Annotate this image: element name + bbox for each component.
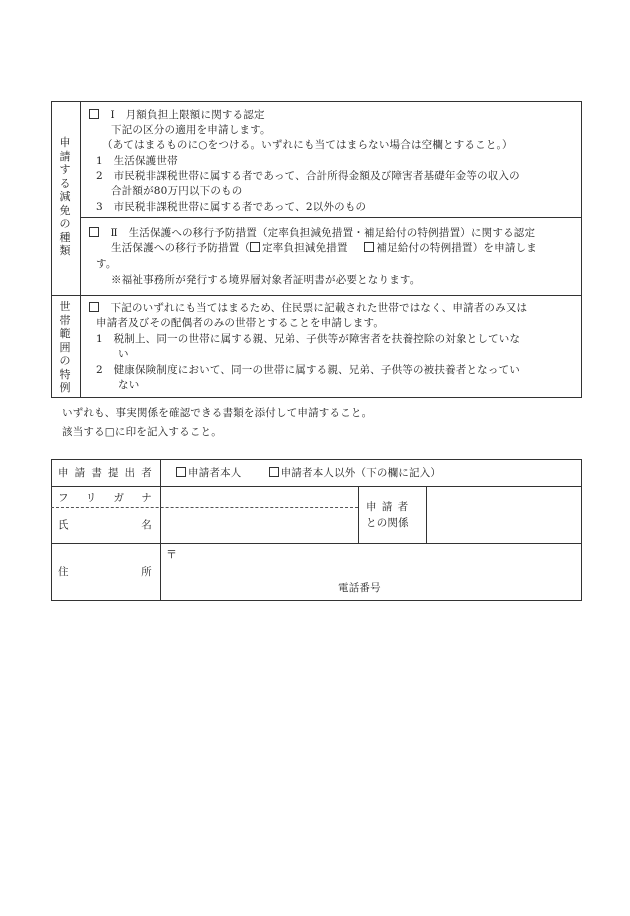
- part1-item2a: 2 市民税非課税世帯に属する者であって、合計所得金額及び障害者基礎年金等の収入の: [96, 170, 520, 182]
- section2-item2b: ない: [118, 379, 140, 391]
- table2-left-border: [51, 459, 52, 601]
- section2-item2a: 2 健康保険制度において、同一の世帯に属する親、兄弟、子供等の被扶養者となってい: [96, 364, 520, 376]
- supplementary-benefit-checkbox[interactable]: [364, 242, 374, 252]
- reduction-type-label: 申 請 す る 減 免 の 種 類: [59, 136, 71, 257]
- submitter-label: 申 請 書 提 出 者: [58, 467, 152, 479]
- part2-line1d: す。: [96, 258, 117, 270]
- part1-item3: 3 市民税非課税世帯に属する者であって、2以外のもの: [96, 201, 367, 213]
- applicant-other-checkbox[interactable]: [269, 467, 279, 477]
- table2-row2-divider: [51, 543, 582, 544]
- section2-line1-row: [89, 301, 527, 315]
- relation-input[interactable]: [428, 488, 579, 541]
- note-mark-checkbox: 該当する□に印を記入すること。: [62, 426, 222, 438]
- part2-note: ※福祉事務所が発行する境界層対象者証明書が必要となります。: [111, 274, 421, 286]
- part1-checkbox[interactable]: [89, 109, 99, 119]
- table2-furigana-divider: [51, 507, 358, 508]
- table1-left-border: [51, 101, 52, 398]
- table1-top-border: [51, 101, 582, 102]
- table2-relation-left: [358, 486, 359, 543]
- table2-label-divider: [160, 459, 161, 601]
- section2-item1b: い: [118, 348, 129, 360]
- part2-heading-row: [89, 226, 535, 240]
- table2-row1-divider: [51, 486, 582, 487]
- address-input[interactable]: [180, 546, 578, 576]
- table1-part-divider: [80, 217, 582, 218]
- table1-label-divider: [80, 101, 81, 398]
- phone-label: 電話番号: [338, 582, 381, 594]
- fixed-rate-reduction-checkbox[interactable]: [250, 242, 260, 252]
- table2-right-border: [581, 459, 582, 601]
- part1-line2: （あてはまるものに○をつける。いずれにも当てはまらない場合は空欄とすること。）: [102, 139, 513, 151]
- table2-top-border: [51, 459, 582, 460]
- section2-item1a: 1 税制上、同一の世帯に属する親、兄弟、子供等が障害者を扶養控除の対象としていな: [96, 333, 521, 345]
- submitter-options: 申請者本人 申請者本人以外（下の欄に記入）: [176, 466, 441, 480]
- table2-relation-right: [426, 486, 427, 543]
- name-input[interactable]: [162, 510, 356, 541]
- part1-heading-row: [89, 108, 265, 122]
- applicant-self-checkbox[interactable]: [176, 467, 186, 477]
- table1-section-divider: [51, 295, 582, 296]
- part2-checkbox[interactable]: [89, 227, 99, 237]
- part1-heading: Ⅰ 月額負担上限額に関する認定: [110, 109, 265, 121]
- section2-line1: 下記のいずれにも当てはまるため、住民票に記載された世帯ではなく、申請者のみ又は: [110, 302, 528, 314]
- part1-item1: 1 生活保護世帯: [96, 155, 178, 167]
- part1-line1: 下記の区分の適用を申請します。: [111, 124, 271, 136]
- phone-input[interactable]: [392, 578, 578, 597]
- table2-bottom-border: [51, 600, 582, 601]
- table1-bottom-border: [51, 397, 582, 398]
- part1-item2b: 合計額が80万円以下のもの: [111, 185, 243, 197]
- part2-heading: Ⅱ 生活保護への移行予防措置（定率負担減免措置・補足給付の特例措置）に関する認定: [110, 227, 536, 239]
- part2-line1: 生活保護への移行予防措置（ 定率負担減免措置 補足給付の特例措置）を申請しま: [111, 242, 537, 254]
- household-scope-label: 世 帯 範 囲 の 特 例: [59, 300, 71, 394]
- relation-label-line1: 申 請 者: [366, 501, 410, 513]
- household-scope-checkbox[interactable]: [89, 302, 99, 312]
- furigana-input[interactable]: [162, 489, 356, 506]
- table1-right-border: [581, 101, 582, 398]
- note-attach-documents: いずれも、事実関係を確認できる書類を添付して申請すること。: [62, 407, 373, 419]
- section2-line2: 申請者及びその配偶者のみの世帯とすることを申請します。: [96, 317, 385, 329]
- furigana-label: フ リ ガ ナ: [58, 492, 152, 504]
- name-label: 氏 名: [58, 519, 152, 531]
- address-label: 住 所: [58, 566, 152, 578]
- relation-label-line2: との関係: [366, 517, 409, 529]
- postal-mark: 〒: [166, 548, 178, 561]
